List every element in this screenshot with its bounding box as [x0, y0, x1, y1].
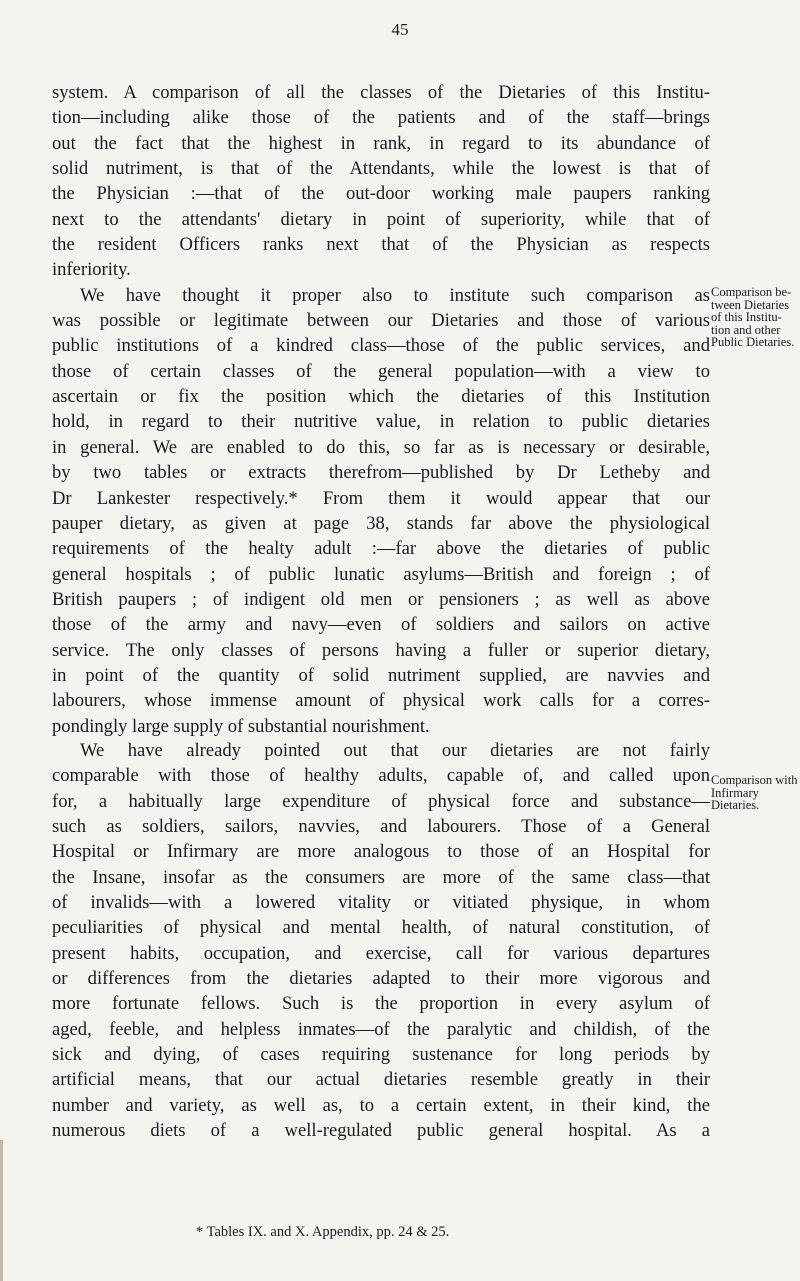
side-note-line: of this Institu-	[711, 310, 782, 324]
text-line: or differences from the dietaries adapted to their more vigorous and	[52, 968, 710, 990]
text-line: pondingly large supply of substantial nourishment.	[52, 715, 430, 737]
side-note-line: Dietaries.	[711, 798, 760, 812]
text-line: public institutions of a kindred class—those of the public services, and	[52, 335, 710, 357]
text-line: was possible or legitimate between our Dietaries and those of various	[52, 310, 710, 332]
text-line: tion—including alike those of the patients and of the staff—brings	[52, 107, 710, 129]
text-line: British paupers ; of indigent old men or pensioners ; as well as above	[52, 588, 710, 610]
text-line: aged, feeble, and helpless inmates—of the paralytic and childish, of the	[52, 1018, 710, 1040]
text-line: sick and dying, of cases requiring sustenance for long periods by	[52, 1044, 710, 1066]
text-line: next to the attendants' dietary in point of superiority, while that of	[52, 208, 710, 230]
text-line: comparable with those of healthy adults, capable of, and called upon	[52, 765, 710, 787]
side-note-line: Comparison be-	[711, 285, 792, 299]
text-line: out the fact that the highest in rank, in regard to its abundance of	[52, 132, 710, 154]
text-line: more fortunate fellows. Such is the proportion in every asylum of	[52, 993, 710, 1015]
side-note-line: tween Dietaries	[711, 297, 790, 312]
text-line: in point of the quantity of solid nutriment supplied, are navvies and	[52, 664, 710, 686]
text-line: such as soldiers, sailors, navvies, and labourers. Those of a General	[52, 816, 710, 838]
text-line: labourers, whose immense amount of physical work calls for a corres-	[52, 690, 710, 712]
text-line: inferiority.	[52, 259, 131, 281]
text-line: Hospital or Infirmary are more analogous to those of an Hospital for	[52, 841, 710, 863]
text-line: service. The only classes of persons having a fuller or superior dietary,	[52, 639, 710, 661]
text-line: those of the army and navy—even of soldiers and sailors on active	[52, 614, 710, 636]
text-line: present habits, occupation, and exercise, call for various departures	[52, 942, 710, 964]
side-note-line: Public Dietaries.	[711, 335, 795, 349]
side-note-line: tion and other	[711, 322, 781, 337]
text-line: the Physician :—that of the out-door working male paupers ranking	[52, 183, 710, 205]
text-line: requirements of the healty adult :—far above the dietaries of public	[52, 538, 710, 560]
text-line: pauper dietary, as given at page 38, stands far above the physiological	[52, 512, 710, 534]
text-line: those of certain classes of the general population—with a view to	[52, 360, 710, 382]
text-line: numerous diets of a well-regulated public general hospital. As a	[52, 1120, 710, 1142]
side-note-line: Comparison with	[711, 773, 798, 787]
main-text-block-2	[52, 738, 710, 1144]
page-number: 45	[391, 20, 409, 39]
text-line: the Insane, insofar as the consumers are more of the same class—that	[52, 866, 710, 888]
side-note-comparison-infirmary	[711, 774, 800, 812]
text-line: for, a habitually large expenditure of physical force and substance—	[52, 790, 710, 812]
side-note-comparison-public	[711, 286, 800, 349]
side-note-line: Infirmary	[711, 785, 759, 800]
text-line: artificial means, that our actual dietaries resemble greatly in their	[52, 1069, 710, 1091]
text-line: Dr Lankester respectively.* From them it would appear that our	[52, 487, 710, 509]
text-line: in general. We are enabled to do this, so far as is necessary or desirable,	[52, 436, 710, 458]
text-line: by two tables or extracts therefrom—published by Dr Letheby and	[52, 462, 710, 484]
text-line: system. A comparison of all the classes of the Dietaries of this Institu-	[52, 82, 710, 103]
text-line: ascertain or fix the position which the dietaries of this Institution	[52, 386, 710, 408]
text-line: hold, in regard to their nutritive value, in relation to public dietaries	[52, 411, 710, 433]
main-text-block-1	[52, 80, 710, 739]
text-line: of invalids—with a lowered vitality or vitiated physique, in whom	[52, 892, 710, 914]
text-line: the resident Officers ranks next that of the Physician as respects	[52, 234, 710, 256]
text-line: We have thought it proper also to institute such comparison as	[80, 284, 710, 306]
page-edge-shadow	[0, 1140, 3, 1281]
text-line: general hospitals ; of public lunatic asylums—British and foreign ; of	[52, 563, 710, 585]
text-line: number and variety, as well as, to a certain extent, in their kind, the	[52, 1094, 710, 1116]
footnote: * Tables IX. and X. Appendix, pp. 24 & 25.	[196, 1224, 450, 1240]
text-line: We have already pointed out that our dietaries are not fairly	[80, 740, 710, 761]
text-line: peculiarities of physical and mental health, of natural constitution, of	[52, 917, 710, 939]
text-line: solid nutriment, is that of the Attendants, while the lowest is that of	[52, 158, 710, 180]
